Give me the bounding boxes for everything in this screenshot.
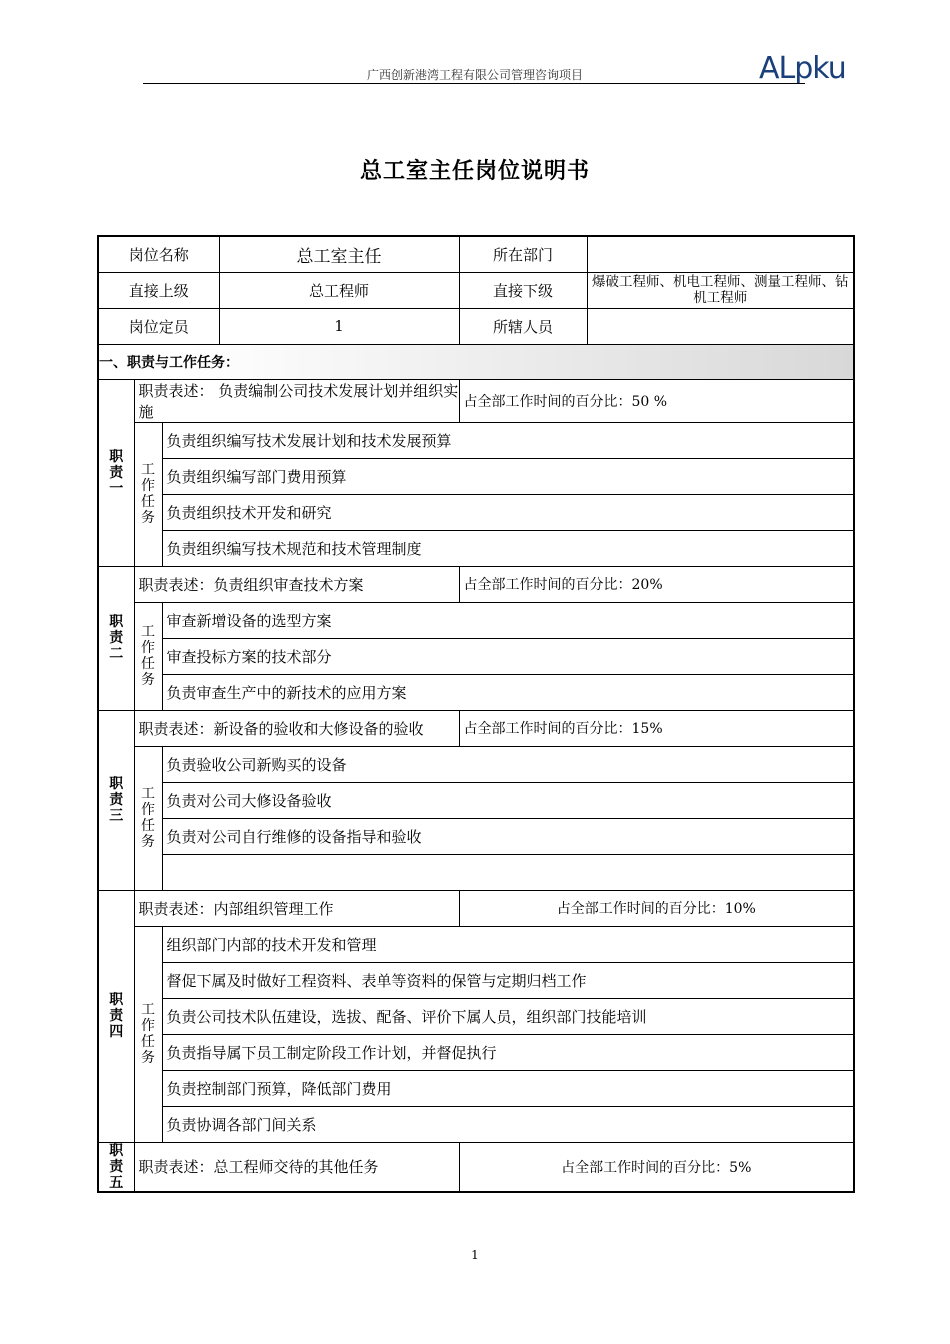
value-managed-staff <box>587 308 854 344</box>
header-project-name: 广西创新港湾工程有限公司管理咨询项目 <box>366 68 583 82</box>
duty-4-label: 职责四 <box>98 890 134 1142</box>
value-direct-subordinates: 爆破工程师、机电工程师、测量工程师、钻机工程师 <box>587 272 854 308</box>
label-position-name: 岗位名称 <box>98 236 219 272</box>
duty-4-percent: 占全部工作时间的百分比：10% <box>459 890 854 926</box>
duty-3-statement: 职责表述：新设备的验收和大修设备的验收 <box>134 710 459 746</box>
value-position-name: 总工室主任 <box>219 236 459 272</box>
duty-3-task: 负责对公司自行维修的设备指导和验收 <box>162 818 854 854</box>
duty-5-statement: 职责表述：总工程师交待的其他任务 <box>134 1142 459 1192</box>
value-direct-superior: 总工程师 <box>219 272 459 308</box>
duty-4-task: 负责公司技术队伍建设，选拔、配备、评价下属人员，组织部门技能培训 <box>162 998 854 1034</box>
duty-4-task-label: 工作任务 <box>134 926 162 1142</box>
duty-4-task: 督促下属及时做好工程资料、表单等资料的保管与定期归档工作 <box>162 962 854 998</box>
duty-2-task: 审查投标方案的技术部分 <box>162 638 854 674</box>
duty-2-statement: 职责表述：负责组织审查技术方案 <box>134 566 459 602</box>
duty-5-label: 职责五 <box>98 1142 134 1192</box>
duty-2-task-label: 工作任务 <box>134 602 162 710</box>
duty-4-task: 负责协调各部门间关系 <box>162 1106 854 1142</box>
svg-text:ALpku: ALpku <box>759 51 846 84</box>
page-number: 1 <box>471 1248 479 1262</box>
header-rule <box>143 83 805 84</box>
duty-3-task: 负责对公司大修设备验收 <box>162 782 854 818</box>
duty-5-percent: 占全部工作时间的百分比：5% <box>459 1142 854 1192</box>
duty-3-task <box>162 854 854 890</box>
duty-4-task: 组织部门内部的技术开发和管理 <box>162 926 854 962</box>
label-managed-staff: 所辖人员 <box>459 308 587 344</box>
label-headcount: 岗位定员 <box>98 308 219 344</box>
duty-1-task: 负责组织技术开发和研究 <box>162 494 854 530</box>
duty-3-task-label: 工作任务 <box>134 746 162 890</box>
duty-3-task: 负责验收公司新购买的设备 <box>162 746 854 782</box>
duty-4-task: 负责指导属下员工制定阶段工作计划，并督促执行 <box>162 1034 854 1070</box>
value-headcount: 1 <box>219 308 459 344</box>
label-department: 所在部门 <box>459 236 587 272</box>
duty-2-percent: 占全部工作时间的百分比：20% <box>459 566 854 602</box>
duty-1-task: 负责组织编写技术发展计划和技术发展预算 <box>162 422 854 458</box>
page-title: 总工室主任岗位说明书 <box>359 159 590 184</box>
duty-2-task: 审查新增设备的选型方案 <box>162 602 854 638</box>
duty-3-label: 职责三 <box>98 710 134 890</box>
duty-1-task-label: 工作任务 <box>134 422 162 566</box>
duty-4-statement: 职责表述：内部组织管理工作 <box>134 890 459 926</box>
duty-1-statement: 职责表述： 负责编制公司技术发展计划并组织实施 <box>134 379 459 422</box>
label-direct-subordinates: 直接下级 <box>459 272 587 308</box>
alpku-logo <box>757 48 869 84</box>
duty-1-task: 负责组织编写技术规范和技术管理制度 <box>162 530 854 566</box>
duty-3-percent: 占全部工作时间的百分比：15% <box>459 710 854 746</box>
duty-1-task: 负责组织编写部门费用预算 <box>162 458 854 494</box>
value-department <box>587 236 854 272</box>
duty-2-task: 负责审查生产中的新技术的应用方案 <box>162 674 854 710</box>
duty-1-label: 职责一 <box>98 379 134 566</box>
label-direct-superior: 直接上级 <box>98 272 219 308</box>
duty-1-percent: 占全部工作时间的百分比：50 % <box>459 379 854 422</box>
duty-2-label: 职责二 <box>98 566 134 710</box>
duty-4-task: 负责控制部门预算，降低部门费用 <box>162 1070 854 1106</box>
section-title: 一、职责与工作任务： <box>98 344 854 379</box>
job-description-table <box>97 235 855 1193</box>
